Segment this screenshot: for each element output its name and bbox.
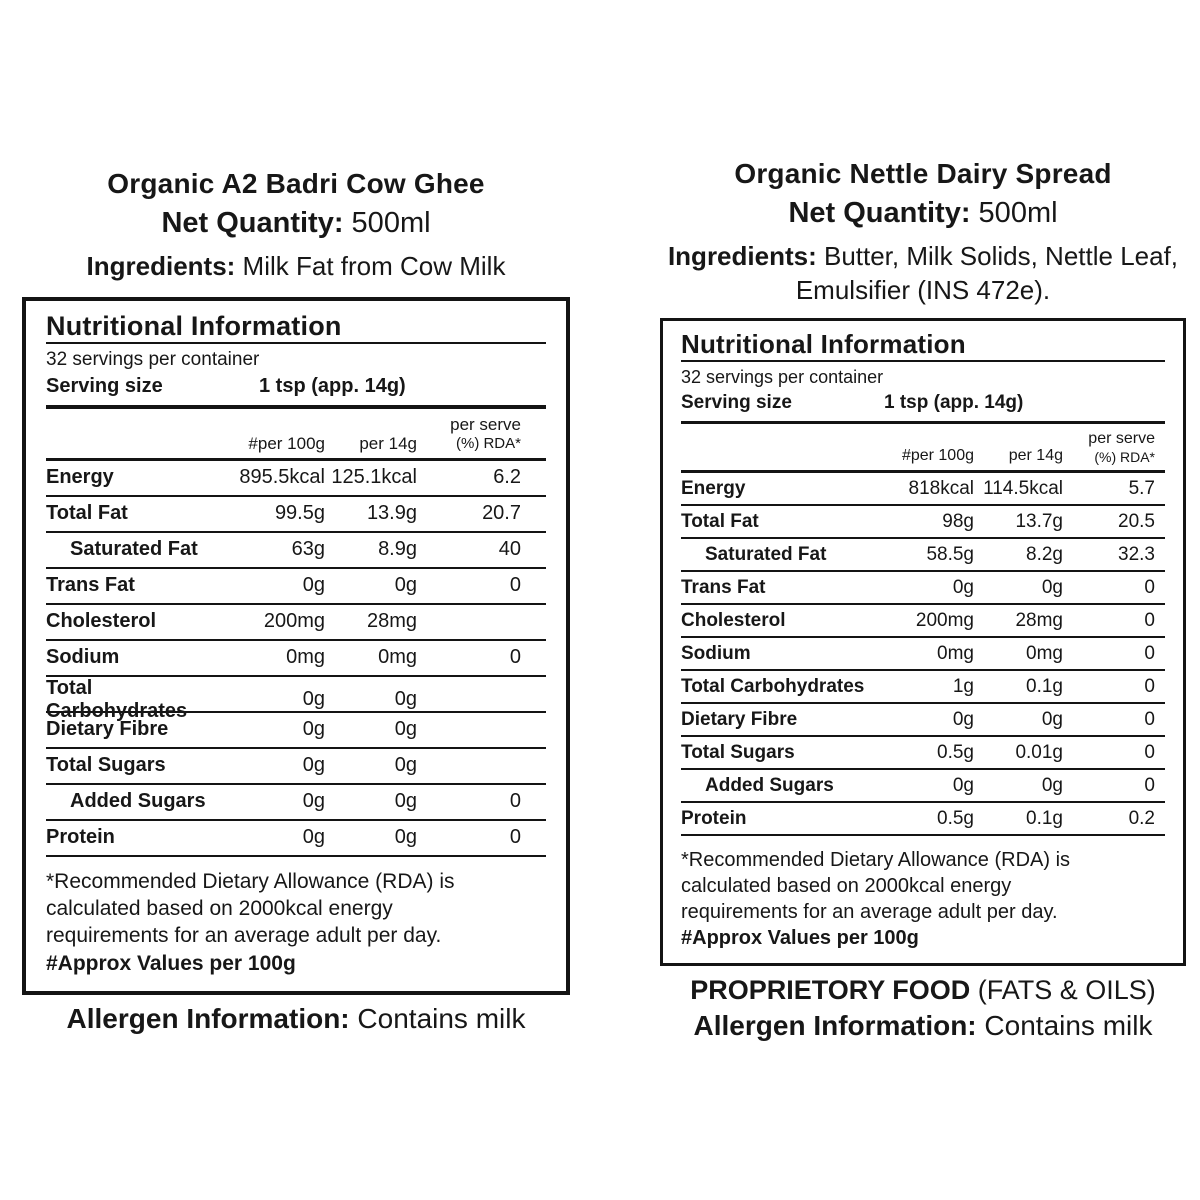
ingredients-value: Milk Fat from Cow Milk xyxy=(235,251,506,281)
per100g-value: 0g xyxy=(952,774,974,796)
nutrient-label: Trans Fat xyxy=(46,574,135,597)
per100g-value: 98g xyxy=(942,510,974,532)
per100g-value: 0g xyxy=(302,688,325,711)
per14g-value: 8.2g xyxy=(1026,543,1063,565)
table-row xyxy=(681,638,1165,671)
right-nutrition-rows xyxy=(681,473,1165,836)
allergen-line xyxy=(660,1010,1186,1042)
ingredients-label: Ingredients: xyxy=(86,251,236,281)
nutrient-label: Added Sugars xyxy=(70,790,206,813)
per14g-value: 28mg xyxy=(1015,609,1063,631)
per14g-value: 28mg xyxy=(366,610,417,633)
proprietory-food-category: (FATS & OILS) xyxy=(970,975,1156,1006)
per14g-value: 125.1kcal xyxy=(331,466,417,489)
nutrition-title: Nutritional Information xyxy=(681,328,966,359)
right-product-label xyxy=(660,158,1186,1042)
per14g-value: 0g xyxy=(394,790,417,813)
per14g-value: 0g xyxy=(1041,774,1063,796)
per100g-value: 0.5g xyxy=(937,741,974,763)
nutrition-facts-box xyxy=(22,297,570,995)
per100g-value: 0.5g xyxy=(937,807,974,829)
allergen-value: Contains milk xyxy=(976,1010,1153,1042)
per-serve-value: 0 xyxy=(509,790,521,813)
per100g-value: 0g xyxy=(302,790,325,813)
per100g-value: 0g xyxy=(302,826,325,849)
per-serve-value: 40 xyxy=(498,538,521,561)
left-nutrition-rows xyxy=(46,461,546,857)
ingredients-label: Ingredients: xyxy=(667,241,817,271)
per100g-value: 58.5g xyxy=(926,543,974,565)
nutrient-label: Cholesterol xyxy=(681,609,786,631)
nutrient-label: Added Sugars xyxy=(705,774,834,796)
rda-footnote: *Recommended Dietary Allowance (RDA) is calculated based on 2000kcal energy requirements for an average adult per day. #Approx Values per 100g xyxy=(681,847,1165,951)
column-header-row xyxy=(46,409,546,458)
per100g-value: 895.5kcal xyxy=(239,466,325,489)
table-row xyxy=(46,569,546,605)
per100g-value: 0mg xyxy=(286,646,325,669)
table-row xyxy=(681,770,1165,803)
servings-per-container: 32 servings per container xyxy=(681,366,884,387)
table-row xyxy=(681,704,1165,737)
net-quantity-value: 500ml xyxy=(343,207,431,239)
per-serve-value: 32.3 xyxy=(1118,543,1155,565)
proprietory-food-label: PROPRIETORY FOOD xyxy=(690,975,971,1006)
column-header-per100g: #per 100g xyxy=(248,433,325,453)
per100g-value: 0g xyxy=(302,754,325,777)
per100g-value: 0g xyxy=(952,576,974,598)
column-header-per14g: per 14g xyxy=(359,433,417,453)
table-row xyxy=(46,641,546,677)
table-row xyxy=(46,461,546,497)
table-row xyxy=(681,803,1165,836)
nutrient-label: Sodium xyxy=(681,642,751,664)
per-serve-value: 0 xyxy=(1144,774,1155,796)
per-serve-value: 0 xyxy=(509,826,521,849)
serving-size-label: Serving size xyxy=(46,374,163,397)
approx-values-note: #Approx Values per 100g xyxy=(681,927,919,950)
nutrient-label: Total Sugars xyxy=(681,741,795,763)
nutrient-label: Total Sugars xyxy=(46,754,166,777)
per-serve-value: 0 xyxy=(509,574,521,597)
per14g-value: 0mg xyxy=(1026,642,1063,664)
nutrient-label: Dietary Fibre xyxy=(681,708,798,730)
per100g-value: 200mg xyxy=(263,610,325,633)
table-row xyxy=(681,473,1165,506)
nutrient-label: Saturated Fat xyxy=(705,543,827,565)
product-title: Organic A2 Badri Cow Ghee xyxy=(107,168,485,199)
per100g-value: 200mg xyxy=(915,609,974,631)
column-header-per100g: #per 100g xyxy=(901,447,974,465)
table-row xyxy=(46,749,546,785)
table-row xyxy=(681,572,1165,605)
ingredients-value-line2: Emulsifier (INS 472e). xyxy=(795,274,1051,305)
allergen-label: Allergen Information: xyxy=(66,1002,350,1034)
per100g-value: 99.5g xyxy=(274,502,325,525)
allergen-line xyxy=(22,1003,570,1035)
nutrient-label: Total Fat xyxy=(681,510,759,532)
nutrient-label: Dietary Fibre xyxy=(46,718,169,741)
nutrient-label: Protein xyxy=(46,826,115,849)
per14g-value: 0g xyxy=(394,574,417,597)
table-row xyxy=(46,785,546,821)
divider xyxy=(681,360,1165,362)
table-row xyxy=(681,737,1165,770)
per14g-value: 0.01g xyxy=(1015,741,1063,763)
per-serve-value: 20.5 xyxy=(1118,510,1155,532)
nutrient-label: Protein xyxy=(681,807,747,829)
per100g-value: 0g xyxy=(952,708,974,730)
column-header-per-serve: per serve (%) RDA* xyxy=(1088,429,1155,465)
ingredients-line xyxy=(22,250,570,284)
table-row xyxy=(46,713,546,749)
net-quantity-label: Net Quantity: xyxy=(788,197,971,229)
nutrient-label: Trans Fat xyxy=(681,576,766,598)
per-serve-value: 0 xyxy=(1144,642,1155,664)
table-row xyxy=(46,533,546,569)
table-row xyxy=(46,676,546,722)
nutrition-facts-box xyxy=(660,318,1186,967)
product-title: Organic Nettle Dairy Spread xyxy=(734,158,1112,189)
per-serve-value: 0 xyxy=(1144,708,1155,730)
per-serve-value: 0 xyxy=(1144,609,1155,631)
allergen-label: Allergen Information: xyxy=(693,1010,977,1042)
per14g-value: 0g xyxy=(394,718,417,741)
allergen-value: Contains milk xyxy=(349,1002,526,1034)
nutrient-label: Total Fat xyxy=(46,502,128,525)
divider xyxy=(46,342,546,344)
per100g-value: 0mg xyxy=(937,642,974,664)
net-quantity-line xyxy=(22,207,570,240)
left-product-label xyxy=(22,168,570,1035)
ingredients-line xyxy=(660,240,1186,308)
nutrient-label: Total Carbohydrates xyxy=(681,675,865,697)
per14g-value: 8.9g xyxy=(378,538,417,561)
table-row xyxy=(681,539,1165,572)
per-serve-value: 20.7 xyxy=(482,502,521,525)
net-quantity-value: 500ml xyxy=(970,197,1058,229)
servings-per-container: 32 servings per container xyxy=(46,348,260,370)
table-row xyxy=(681,605,1165,638)
per-serve-value: 0 xyxy=(1144,675,1155,697)
serving-size-value: 1 tsp (app. 14g) xyxy=(884,391,1024,413)
table-row xyxy=(46,497,546,533)
nutrient-label: Saturated Fat xyxy=(70,538,198,561)
per100g-value: 0g xyxy=(302,718,325,741)
serving-size-label: Serving size xyxy=(681,391,792,413)
per-serve-value: 0.2 xyxy=(1128,807,1155,829)
net-quantity-line xyxy=(660,197,1186,230)
per14g-value: 0g xyxy=(394,826,417,849)
per14g-value: 0g xyxy=(1041,708,1063,730)
per14g-value: 13.7g xyxy=(1015,510,1063,532)
nutrient-label: Sodium xyxy=(46,646,120,669)
ingredients-value-line1: Butter, Milk Solids, Nettle Leaf, xyxy=(816,241,1179,271)
table-row xyxy=(46,821,546,857)
nutrient-label: Energy xyxy=(46,466,114,489)
per14g-value: 0.1g xyxy=(1026,675,1063,697)
nutrient-label: Cholesterol xyxy=(46,610,157,633)
per100g-value: 0g xyxy=(302,574,325,597)
per14g-value: 0g xyxy=(394,754,417,777)
per100g-value: 1g xyxy=(952,675,974,697)
proprietory-food-line xyxy=(660,975,1186,1006)
nutrition-title: Nutritional Information xyxy=(46,310,342,341)
rda-footnote: *Recommended Dietary Allowance (RDA) is calculated based on 2000kcal energy requirements for an average adult per day. #Approx Values per 100g xyxy=(46,868,546,977)
table-row xyxy=(681,506,1165,539)
serving-size-value: 1 tsp (app. 14g) xyxy=(259,374,406,397)
per14g-value: 114.5kcal xyxy=(983,477,1063,499)
approx-values-note: #Approx Values per 100g xyxy=(46,951,296,975)
column-header-row xyxy=(681,424,1165,471)
serving-size-row xyxy=(46,373,546,405)
per14g-value: 0.1g xyxy=(1026,807,1063,829)
nutrient-label: Energy xyxy=(681,477,746,499)
per14g-value: 0g xyxy=(394,688,417,711)
per100g-value: 818kcal xyxy=(908,477,974,499)
column-header-per14g: per 14g xyxy=(1008,447,1063,465)
net-quantity-label: Net Quantity: xyxy=(161,207,344,239)
per-serve-value: 0 xyxy=(1144,576,1155,598)
per14g-value: 0g xyxy=(1041,576,1063,598)
column-header-per-serve: per serve (%) RDA* xyxy=(450,414,521,453)
serving-size-row xyxy=(681,390,1165,421)
per-serve-value: 0 xyxy=(509,646,521,669)
table-row xyxy=(681,671,1165,704)
per100g-value: 63g xyxy=(291,538,325,561)
per14g-value: 13.9g xyxy=(366,502,417,525)
table-row xyxy=(46,605,546,641)
nutrient-label: Total Carbohydrates xyxy=(46,676,188,722)
per-serve-value: 0 xyxy=(1144,741,1155,763)
per-serve-value: 5.7 xyxy=(1128,477,1155,499)
per-serve-value: 6.2 xyxy=(493,466,521,489)
per14g-value: 0mg xyxy=(378,646,417,669)
